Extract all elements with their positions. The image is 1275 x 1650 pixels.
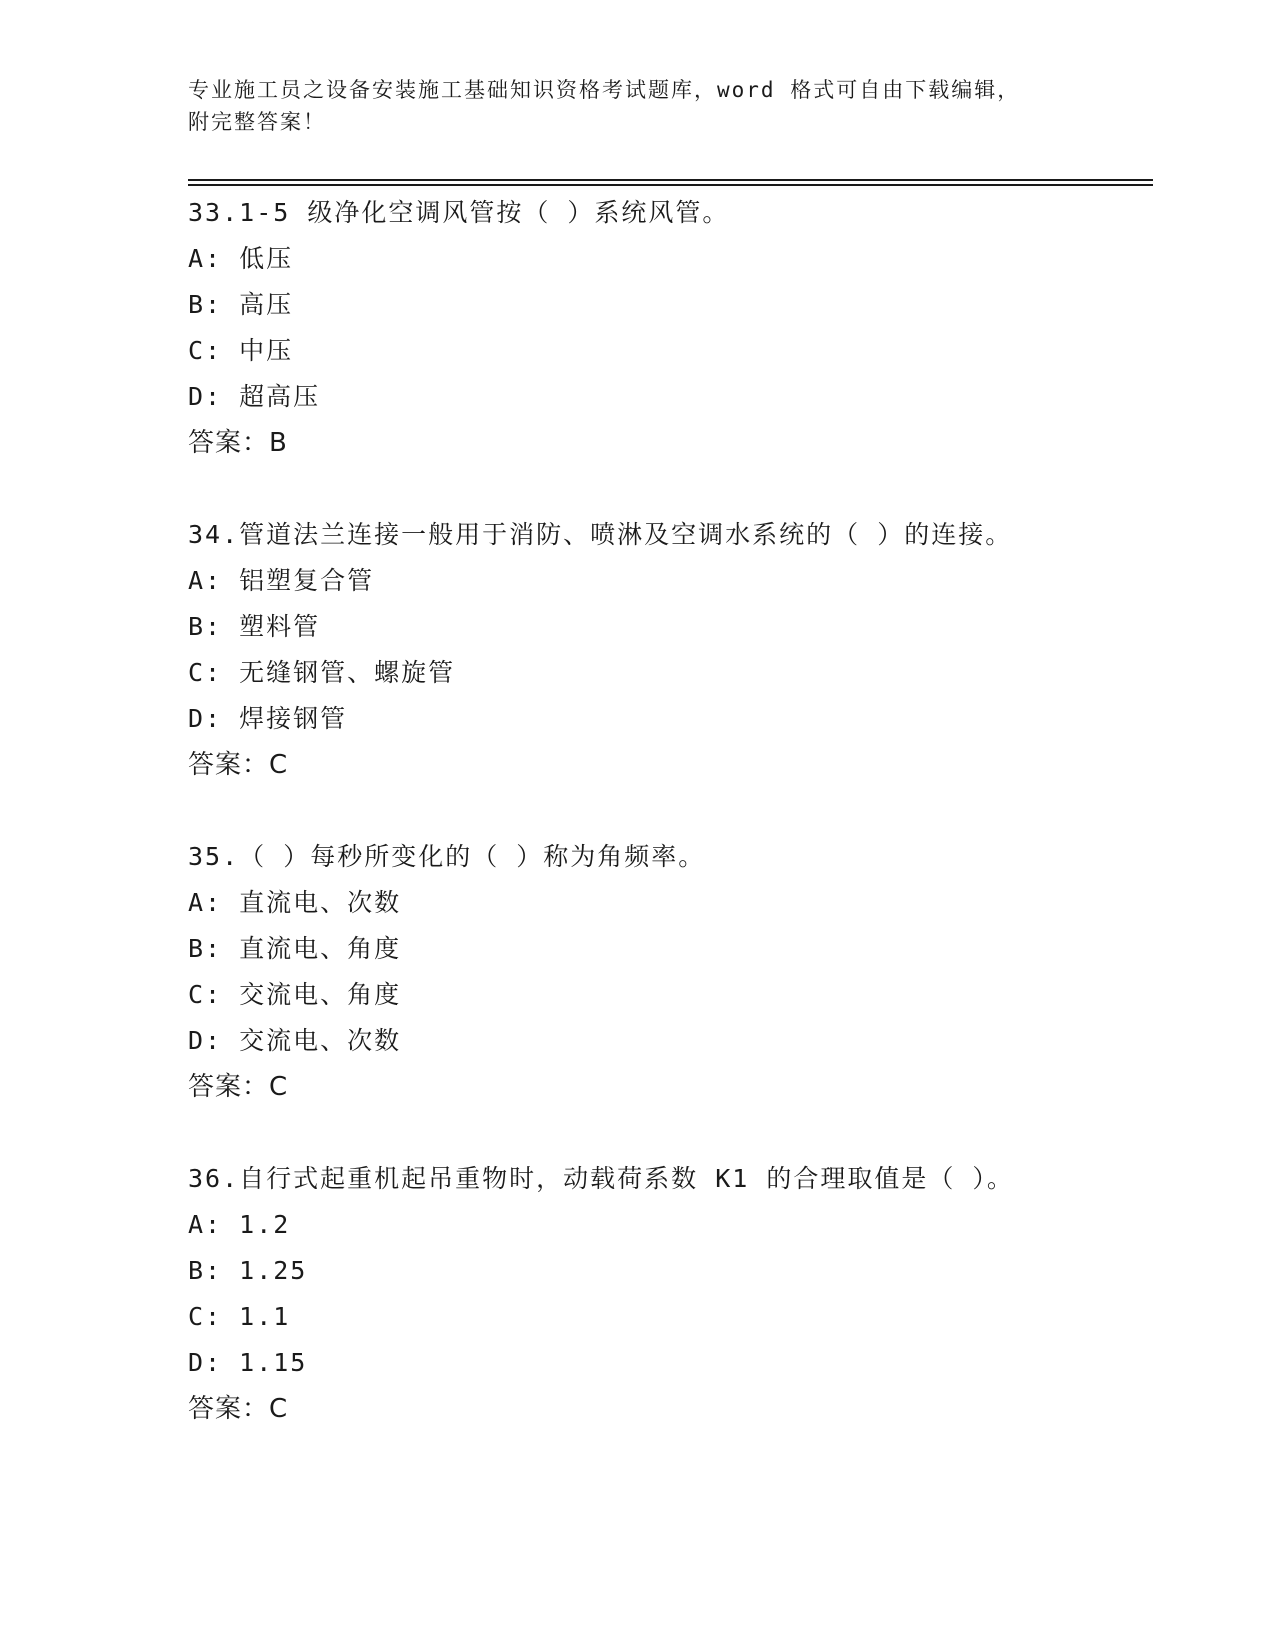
question-34 <box>188 512 1153 788</box>
header-line-2: 附完整答案！ <box>188 110 326 134</box>
question-35 <box>188 834 1153 1110</box>
option-b: B: 直流电、角度 <box>188 934 402 963</box>
option-c: C: 交流电、角度 <box>188 980 402 1009</box>
option-b: B: 1.25 <box>188 1256 308 1285</box>
question-stem: 36.自行式起重机起吊重物时，动载荷系数 K1 的合理取值是（ ）。 <box>188 1164 1014 1193</box>
option-a: A: 低压 <box>188 244 294 273</box>
option-c: C: 1.1 <box>188 1302 291 1331</box>
answer-line: 答案：C <box>188 1394 289 1424</box>
answer-line: 答案：C <box>188 750 289 780</box>
option-c: C: 无缝钢管、螺旋管 <box>188 658 456 687</box>
option-c: C: 中压 <box>188 336 294 365</box>
option-d: D: 焊接钢管 <box>188 704 348 733</box>
option-d: D: 超高压 <box>188 382 321 411</box>
option-d: D: 1.15 <box>188 1348 308 1377</box>
option-a: A: 直流电、次数 <box>188 888 402 917</box>
question-stem: 34.管道法兰连接一般用于消防、喷淋及空调水系统的（ ）的连接。 <box>188 520 1013 549</box>
option-b: B: 高压 <box>188 290 294 319</box>
document-header <box>188 74 1088 138</box>
header-line-1: 专业施工员之设备安装施工基础知识资格考试题库，word 格式可自由下载编辑， <box>188 78 1021 102</box>
answer-line: 答案：B <box>188 428 288 458</box>
header-divider-bottom <box>188 184 1153 186</box>
header-divider-top <box>188 179 1153 181</box>
question-33 <box>188 190 1153 466</box>
question-stem: 35.（ ）每秒所变化的（ ）称为角频率。 <box>188 842 706 871</box>
option-a: A: 1.2 <box>188 1210 291 1239</box>
option-b: B: 塑料管 <box>188 612 321 641</box>
question-stem: 33.1-5 级净化空调风管按（ ）系统风管。 <box>188 198 730 227</box>
option-d: D: 交流电、次数 <box>188 1026 402 1055</box>
question-36 <box>188 1156 1153 1432</box>
option-a: A: 铝塑复合管 <box>188 566 375 595</box>
answer-line: 答案：C <box>188 1072 289 1102</box>
